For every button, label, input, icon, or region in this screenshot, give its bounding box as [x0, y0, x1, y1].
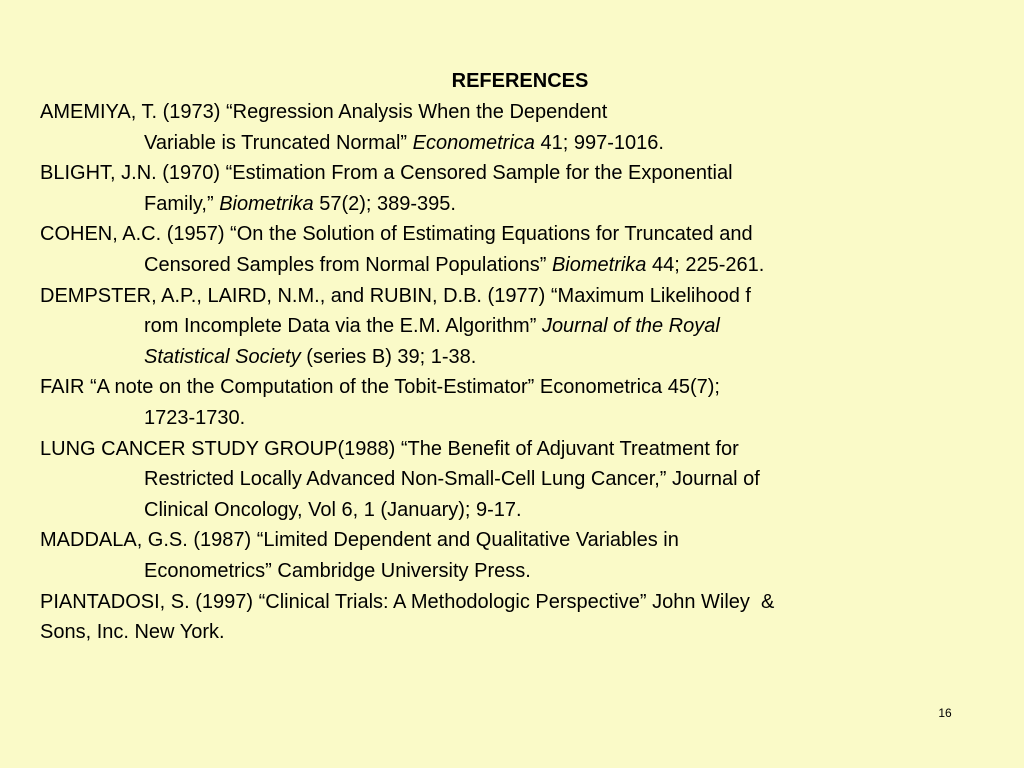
- reference-line: [40, 158, 1000, 189]
- reference-line: [40, 311, 1000, 342]
- reference-line: [40, 281, 1000, 312]
- reference-text: FAIR “A note on the Computation of the Tobit-Estimator” Econometrica 45(7);: [40, 376, 720, 399]
- reference-text: MADDALA, G.S. (1987) “Limited Dependent and Qualitative Variables in: [40, 529, 679, 552]
- reference-entry-amemiya: [40, 97, 1000, 158]
- reference-text: 57(2); 389-395.: [313, 192, 456, 215]
- reference-text: BLIGHT, J.N. (1970) “Estimation From a Censored Sample for the Exponential: [40, 162, 733, 185]
- reference-line: [40, 97, 1000, 128]
- reference-entry-cohen: [40, 219, 1000, 280]
- reference-italic-text: Biometrika: [551, 253, 647, 276]
- reference-text: rom Incomplete Data via the E.M. Algorithm”: [144, 315, 542, 338]
- reference-line: [40, 219, 1000, 250]
- reference-text: LUNG CANCER STUDY GROUP(1988) “The Benefit of Adjuvant Treatment for: [40, 437, 739, 460]
- reference-italic-text: Statistical Society: [144, 345, 301, 368]
- reference-list: [40, 97, 1000, 648]
- reference-text: Clinical Oncology, Vol 6, 1 (January); 9-17.: [144, 498, 522, 521]
- reference-line: [40, 189, 1000, 220]
- reference-italic-text: Biometrika: [219, 192, 314, 215]
- reference-entry-dempster: [40, 281, 1000, 373]
- reference-line: [40, 403, 1000, 434]
- reference-text: COHEN, A.C. (1957) “On the Solution of Estimating Equations for Truncated and: [40, 223, 753, 246]
- reference-text: DEMPSTER, A.P., LAIRD, N.M., and RUBIN, D.B. (1977) “Maximum Likelihood f: [40, 284, 751, 307]
- reference-line: [40, 372, 1000, 403]
- reference-text: Variable is Truncated Normal”: [144, 131, 413, 154]
- reference-text: Econometrics” Cambridge University Press.: [144, 559, 531, 582]
- reference-text: 1723-1730.: [144, 406, 246, 429]
- reference-line: [40, 464, 1000, 495]
- reference-text: 44; 225-261.: [646, 253, 765, 276]
- reference-italic-text: Journal of the Royal: [541, 315, 720, 338]
- reference-text: Sons, Inc. New York.: [40, 621, 225, 644]
- page-number: 16: [938, 706, 952, 720]
- reference-text: PIANTADOSI, S. (1997) “Clinical Trials: A Methodologic Perspective” John Wiley &: [40, 590, 775, 613]
- reference-line: [40, 587, 1000, 618]
- reference-line: [40, 434, 1000, 465]
- reference-line: [40, 525, 1000, 556]
- reference-entry-maddala: [40, 525, 1000, 586]
- reference-text: Family,”: [144, 192, 220, 215]
- reference-line: [40, 250, 1000, 281]
- reference-line: [40, 556, 1000, 587]
- reference-entry-fair: [40, 372, 1000, 433]
- reference-text: AMEMIYA, T. (1973) “Regression Analysis When the Dependent: [40, 101, 608, 123]
- reference-line: [40, 342, 1000, 373]
- reference-line: [40, 128, 1000, 159]
- reference-text: Censored Samples from Normal Populations”: [144, 253, 552, 276]
- reference-line: [40, 495, 1000, 526]
- reference-text: Restricted Locally Advanced Non-Small-Cell Lung Cancer,” Journal of: [144, 468, 760, 491]
- reference-entry-blight: [40, 158, 1000, 219]
- reference-text: (series B) 39; 1-38.: [300, 345, 477, 368]
- slide-title: REFERENCES: [451, 70, 589, 92]
- reference-text: 41; 997-1016.: [534, 131, 664, 154]
- reference-italic-text: Econometrica: [412, 131, 535, 154]
- reference-line: [40, 617, 1000, 648]
- reference-entry-piantadosi: [40, 587, 1000, 648]
- reference-entry-lung-cancer: [40, 434, 1000, 526]
